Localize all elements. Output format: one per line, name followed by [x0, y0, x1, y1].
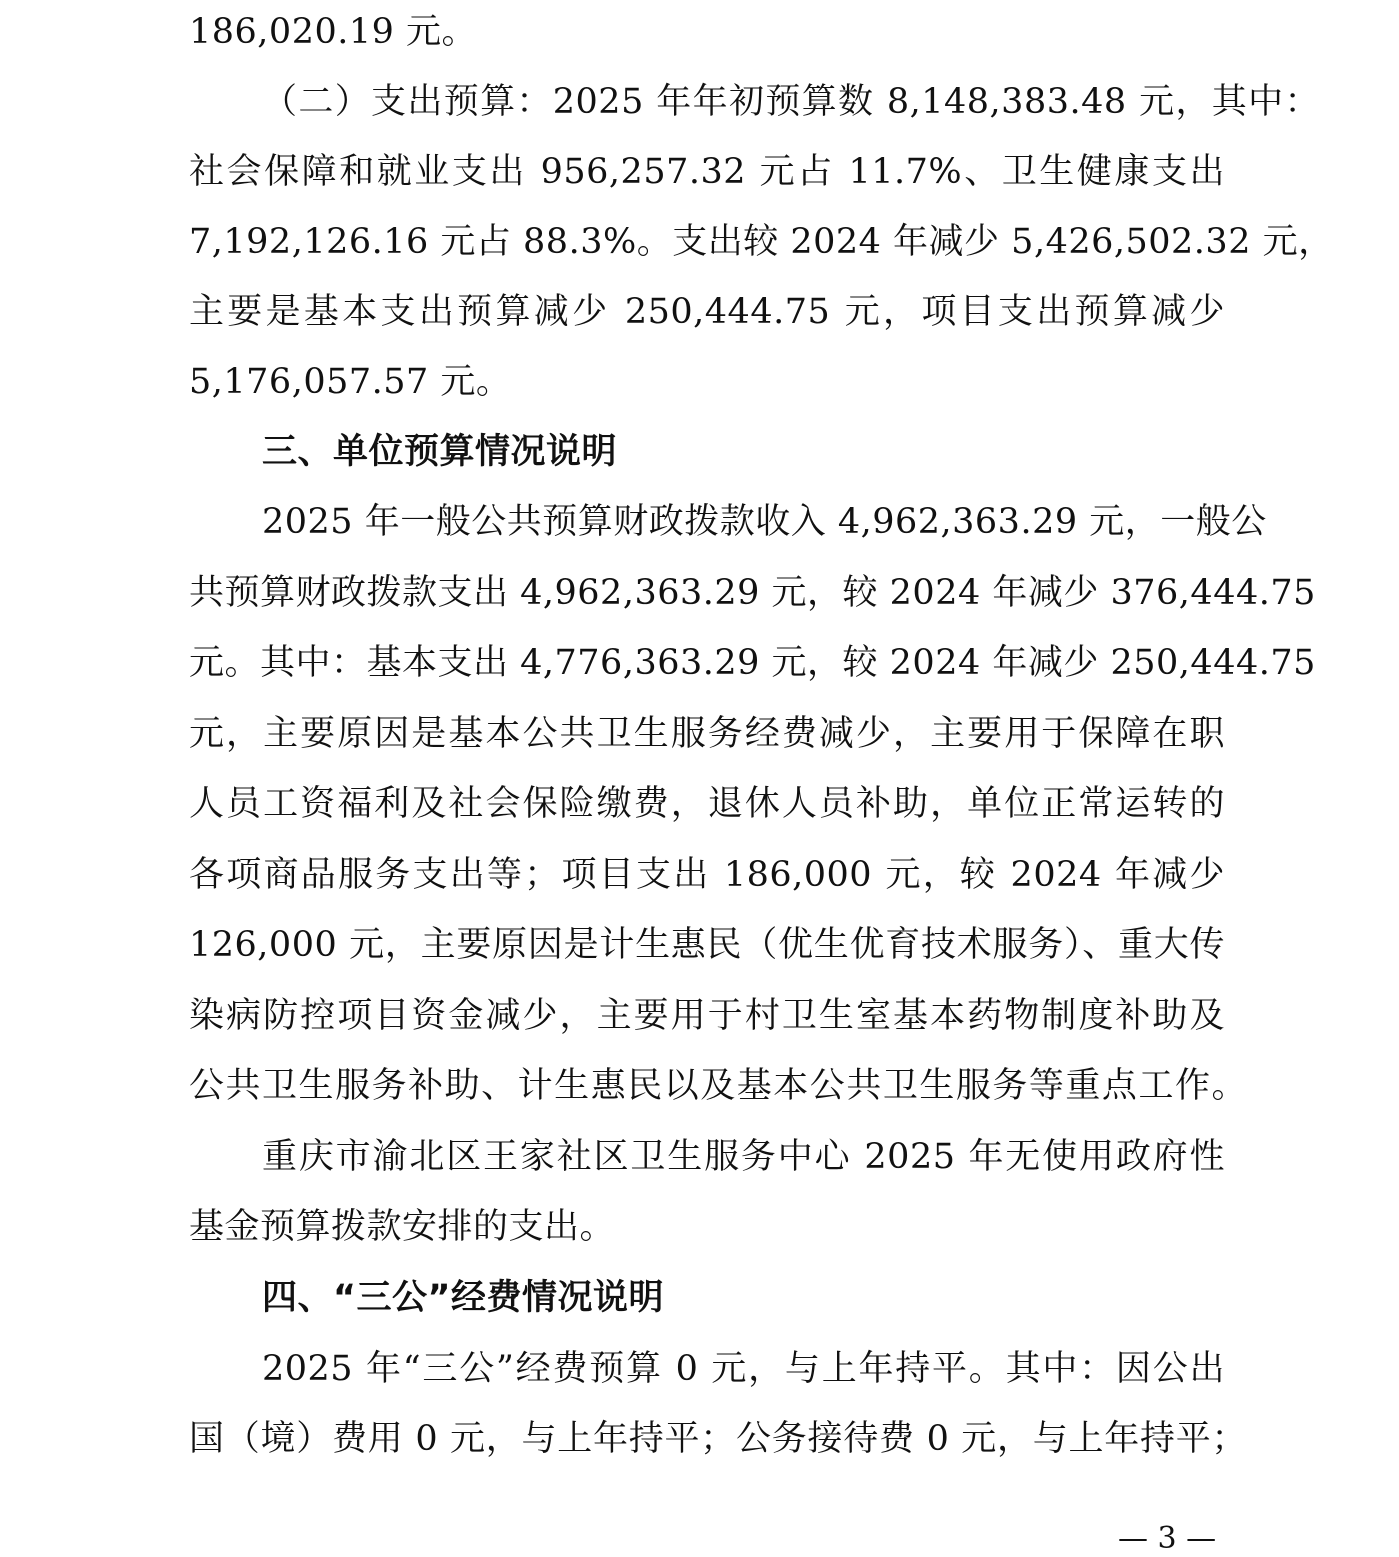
text-line: 2025 年一般公共预算财政拨款收入 4,962,363.29 元，一般公 [262, 502, 1267, 542]
text-line: 元。其中：基本支出 4,776,363.29 元，较 2024 年减少 250,444.75 [189, 643, 1316, 683]
text-line: 共预算财政拨款支出 4,962,363.29 元，较 2024 年减少 376,444.75 [189, 573, 1316, 613]
text-line: 染病防控项目资金减少，主要用于村卫生室基本药物制度补助及 [189, 996, 1225, 1036]
text-line: 各项商品服务支出等；项目支出 186,000 元，较 2024 年减少 [189, 855, 1225, 895]
text-line: 主要是基本支出预算减少 250,444.75 元，项目支出预算减少 [189, 292, 1225, 332]
text-line: 基金预算拨款安排的支出。 [189, 1207, 616, 1247]
text-line: 重庆市渝北区王家社区卫生服务中心 2025 年无使用政府性 [262, 1137, 1225, 1177]
section-heading-three-public-expenses: 四、“三公”经费情况说明 [262, 1278, 665, 1318]
page-number: — 3 — [1118, 1521, 1217, 1556]
section-heading-unit-budget: 三、单位预算情况说明 [262, 432, 618, 472]
text-line: 7,192,126.16 元占 88.3%。支出较 2024 年减少 5,426,502.32 元， [189, 222, 1334, 262]
text-line: 社会保障和就业支出 956,257.32 元占 11.7%、卫生健康支出 [189, 152, 1225, 192]
text-line: 元，主要原因是基本公共卫生服务经费减少，主要用于保障在职 [189, 714, 1225, 754]
text-line: 2025 年“三公”经费预算 0 元，与上年持平。其中：因公出 [262, 1349, 1225, 1389]
text-line: 186,020.19 元。 [189, 12, 478, 52]
text-line: （二）支出预算：2025 年年初预算数 8,148,383.48 元，其中： [262, 82, 1320, 122]
text-line: 5,176,057.57 元。 [189, 362, 512, 402]
text-line: 公共卫生服务补助、计生惠民以及基本公共卫生服务等重点工作。 [189, 1066, 1247, 1106]
text-line: 人员工资福利及社会保险缴费，退休人员补助，单位正常运转的 [189, 784, 1225, 824]
text-line: 126,000 元，主要原因是计生惠民（优生优育技术服务）、重大传 [189, 925, 1225, 965]
text-line: 国（境）费用 0 元，与上年持平；公务接待费 0 元，与上年持平； [189, 1419, 1247, 1459]
